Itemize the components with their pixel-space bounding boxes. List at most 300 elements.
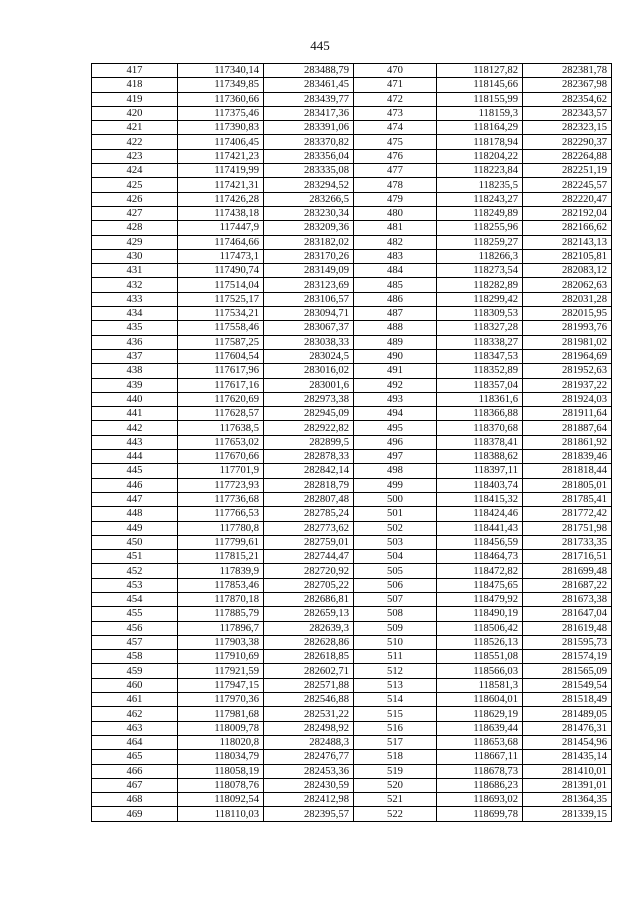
y-coordinate-cell: 283391,06 [264,121,354,135]
x-coordinate-cell: 118034,79 [178,750,264,764]
point-number-cell: 479 [354,192,437,206]
y-coordinate-cell: 282354,62 [523,92,612,106]
y-coordinate-cell: 283001,6 [264,378,354,392]
y-coordinate-cell: 282720,92 [264,564,354,578]
y-coordinate-cell: 281772,42 [523,507,612,521]
y-coordinate-cell: 283170,26 [264,249,354,263]
x-coordinate-cell: 117617,96 [178,364,264,378]
x-coordinate-cell: 118378,41 [437,435,523,449]
y-coordinate-cell: 282744,47 [264,550,354,564]
point-number-cell: 493 [354,392,437,406]
x-coordinate-cell: 118415,32 [437,492,523,506]
x-coordinate-cell: 118397,11 [437,464,523,478]
y-coordinate-cell: 282922,82 [264,421,354,435]
y-coordinate-cell: 281861,92 [523,435,612,449]
point-number-cell: 480 [354,206,437,220]
y-coordinate-cell: 281887,64 [523,421,612,435]
table-row [92,178,612,192]
y-coordinate-cell: 282807,48 [264,492,354,506]
x-coordinate-cell: 117736,68 [178,492,264,506]
table-row [92,464,612,478]
y-coordinate-cell: 282531,22 [264,707,354,721]
x-coordinate-cell: 118282,89 [437,278,523,292]
x-coordinate-cell: 117903,38 [178,635,264,649]
x-coordinate-cell: 118299,42 [437,292,523,306]
table-row [92,278,612,292]
y-coordinate-cell: 281476,31 [523,721,612,735]
point-number-cell: 432 [92,278,178,292]
point-number-cell: 510 [354,635,437,649]
y-coordinate-cell: 281716,51 [523,550,612,564]
y-coordinate-cell: 282759,01 [264,535,354,549]
point-number-cell: 485 [354,278,437,292]
y-coordinate-cell: 281952,63 [523,364,612,378]
y-coordinate-cell: 282628,86 [264,635,354,649]
table-row [92,478,612,492]
x-coordinate-cell: 117421,23 [178,149,264,163]
x-coordinate-cell: 118361,6 [437,392,523,406]
x-coordinate-cell: 118424,46 [437,507,523,521]
point-number-cell: 517 [354,735,437,749]
y-coordinate-cell: 281981,02 [523,335,612,349]
point-number-cell: 437 [92,349,178,363]
y-coordinate-cell: 283488,79 [264,64,354,78]
x-coordinate-cell: 117799,61 [178,535,264,549]
y-coordinate-cell: 281839,46 [523,450,612,464]
y-coordinate-cell: 282639,3 [264,621,354,635]
x-coordinate-cell: 118223,84 [437,164,523,178]
y-coordinate-cell: 282453,36 [264,764,354,778]
x-coordinate-cell: 117910,69 [178,650,264,664]
x-coordinate-cell: 118490,19 [437,607,523,621]
point-number-cell: 477 [354,164,437,178]
x-coordinate-cell: 117921,59 [178,664,264,678]
y-coordinate-cell: 282602,71 [264,664,354,678]
y-coordinate-cell: 283123,69 [264,278,354,292]
point-number-cell: 459 [92,664,178,678]
y-coordinate-cell: 282105,81 [523,249,612,263]
table-row [92,106,612,120]
point-number-cell: 490 [354,349,437,363]
table-row [92,235,612,249]
point-number-cell: 454 [92,592,178,606]
x-coordinate-cell: 117896,7 [178,621,264,635]
table-row [92,149,612,163]
point-number-cell: 482 [354,235,437,249]
y-coordinate-cell: 282251,19 [523,164,612,178]
point-number-cell: 442 [92,421,178,435]
x-coordinate-cell: 118566,03 [437,664,523,678]
x-coordinate-cell: 118266,3 [437,249,523,263]
y-coordinate-cell: 283038,33 [264,335,354,349]
y-coordinate-cell: 282659,13 [264,607,354,621]
x-coordinate-cell: 118235,5 [437,178,523,192]
x-coordinate-cell: 117558,46 [178,321,264,335]
x-coordinate-cell: 118639,44 [437,721,523,735]
y-coordinate-cell: 281818,44 [523,464,612,478]
point-number-cell: 473 [354,106,437,120]
x-coordinate-cell: 118581,3 [437,678,523,692]
table-row [92,635,612,649]
table-row [92,521,612,535]
point-number-cell: 438 [92,364,178,378]
point-number-cell: 451 [92,550,178,564]
table-row [92,793,612,807]
table-row [92,707,612,721]
x-coordinate-cell: 118388,62 [437,450,523,464]
x-coordinate-cell: 118604,01 [437,693,523,707]
point-number-cell: 469 [92,807,178,821]
point-number-cell: 446 [92,478,178,492]
point-number-cell: 417 [92,64,178,78]
table-row [92,135,612,149]
point-number-cell: 458 [92,650,178,664]
y-coordinate-cell: 282618,85 [264,650,354,664]
y-coordinate-cell: 282220,47 [523,192,612,206]
point-number-cell: 447 [92,492,178,506]
y-coordinate-cell: 282785,24 [264,507,354,521]
x-coordinate-cell: 118403,74 [437,478,523,492]
table-row [92,78,612,92]
y-coordinate-cell: 281489,05 [523,707,612,721]
x-coordinate-cell: 118667,11 [437,750,523,764]
x-coordinate-cell: 117981,68 [178,707,264,721]
table-row [92,206,612,220]
y-coordinate-cell: 283461,45 [264,78,354,92]
y-coordinate-cell: 283067,37 [264,321,354,335]
y-coordinate-cell: 281435,14 [523,750,612,764]
x-coordinate-cell: 118693,02 [437,793,523,807]
point-number-cell: 514 [354,693,437,707]
y-coordinate-cell: 282498,92 [264,721,354,735]
y-coordinate-cell: 281364,35 [523,793,612,807]
table-row [92,192,612,206]
x-coordinate-cell: 118370,68 [437,421,523,435]
x-coordinate-cell: 118678,73 [437,764,523,778]
point-number-cell: 496 [354,435,437,449]
point-number-cell: 466 [92,764,178,778]
x-coordinate-cell: 118159,3 [437,106,523,120]
x-coordinate-cell: 117780,8 [178,521,264,535]
point-number-cell: 440 [92,392,178,406]
point-number-cell: 439 [92,378,178,392]
x-coordinate-cell: 117390,83 [178,121,264,135]
point-number-cell: 519 [354,764,437,778]
point-number-cell: 460 [92,678,178,692]
y-coordinate-cell: 283182,02 [264,235,354,249]
y-coordinate-cell: 282818,79 [264,478,354,492]
table-row [92,807,612,821]
x-coordinate-cell: 118078,76 [178,778,264,792]
table-row [92,92,612,106]
point-number-cell: 505 [354,564,437,578]
y-coordinate-cell: 282686,81 [264,592,354,606]
point-number-cell: 511 [354,650,437,664]
point-number-cell: 428 [92,221,178,235]
y-coordinate-cell: 282290,37 [523,135,612,149]
point-number-cell: 509 [354,621,437,635]
point-number-cell: 472 [354,92,437,106]
y-coordinate-cell: 281619,48 [523,621,612,635]
x-coordinate-cell: 117360,66 [178,92,264,106]
y-coordinate-cell: 282323,15 [523,121,612,135]
table-row [92,392,612,406]
x-coordinate-cell: 117375,46 [178,106,264,120]
point-number-cell: 462 [92,707,178,721]
point-number-cell: 498 [354,464,437,478]
y-coordinate-cell: 282945,09 [264,407,354,421]
point-number-cell: 497 [354,450,437,464]
point-number-cell: 516 [354,721,437,735]
point-number-cell: 518 [354,750,437,764]
point-number-cell: 504 [354,550,437,564]
x-coordinate-cell: 117766,53 [178,507,264,521]
point-number-cell: 501 [354,507,437,521]
point-number-cell: 499 [354,478,437,492]
y-coordinate-cell: 282381,78 [523,64,612,78]
point-number-cell: 491 [354,364,437,378]
x-coordinate-cell: 118092,54 [178,793,264,807]
y-coordinate-cell: 281391,01 [523,778,612,792]
y-coordinate-cell: 281993,76 [523,321,612,335]
point-number-cell: 464 [92,735,178,749]
table-row [92,364,612,378]
x-coordinate-cell: 117340,14 [178,64,264,78]
y-coordinate-cell: 283209,36 [264,221,354,235]
y-coordinate-cell: 281937,22 [523,378,612,392]
x-coordinate-cell: 117525,17 [178,292,264,306]
x-coordinate-cell: 118551,08 [437,650,523,664]
point-number-cell: 449 [92,521,178,535]
y-coordinate-cell: 282412,98 [264,793,354,807]
x-coordinate-cell: 117638,5 [178,421,264,435]
table-row [92,778,612,792]
point-number-cell: 461 [92,693,178,707]
x-coordinate-cell: 118456,59 [437,535,523,549]
table-row [92,378,612,392]
x-coordinate-cell: 118255,96 [437,221,523,235]
y-coordinate-cell: 282546,88 [264,693,354,707]
y-coordinate-cell: 281565,09 [523,664,612,678]
y-coordinate-cell: 282166,62 [523,221,612,235]
x-coordinate-cell: 117970,36 [178,693,264,707]
table-row [92,321,612,335]
point-number-cell: 443 [92,435,178,449]
y-coordinate-cell: 283266,5 [264,192,354,206]
x-coordinate-cell: 117604,54 [178,349,264,363]
table-row [92,750,612,764]
y-coordinate-cell: 283024,5 [264,349,354,363]
y-coordinate-cell: 283294,52 [264,178,354,192]
coordinates-table [91,63,612,822]
table-row [92,450,612,464]
x-coordinate-cell: 118366,88 [437,407,523,421]
table-row [92,407,612,421]
x-coordinate-cell: 118347,53 [437,349,523,363]
point-number-cell: 520 [354,778,437,792]
y-coordinate-cell: 281673,38 [523,592,612,606]
x-coordinate-cell: 118475,65 [437,578,523,592]
x-coordinate-cell: 117617,16 [178,378,264,392]
point-number-cell: 423 [92,149,178,163]
x-coordinate-cell: 117701,9 [178,464,264,478]
point-number-cell: 463 [92,721,178,735]
point-number-cell: 521 [354,793,437,807]
y-coordinate-cell: 283439,77 [264,92,354,106]
x-coordinate-cell: 117447,9 [178,221,264,235]
point-number-cell: 488 [354,321,437,335]
table-row [92,64,612,78]
x-coordinate-cell: 117620,69 [178,392,264,406]
point-number-cell: 513 [354,678,437,692]
point-number-cell: 484 [354,264,437,278]
point-number-cell: 426 [92,192,178,206]
table-row [92,292,612,306]
x-coordinate-cell: 117885,79 [178,607,264,621]
point-number-cell: 506 [354,578,437,592]
y-coordinate-cell: 282705,22 [264,578,354,592]
y-coordinate-cell: 282367,98 [523,78,612,92]
point-number-cell: 478 [354,178,437,192]
point-number-cell: 421 [92,121,178,135]
page-number: 445 [310,38,330,53]
table-row [92,764,612,778]
point-number-cell: 425 [92,178,178,192]
x-coordinate-cell: 118479,92 [437,592,523,606]
y-coordinate-cell: 282015,95 [523,307,612,321]
point-number-cell: 431 [92,264,178,278]
point-number-cell: 468 [92,793,178,807]
point-number-cell: 470 [354,64,437,78]
point-number-cell: 450 [92,535,178,549]
x-coordinate-cell: 117587,25 [178,335,264,349]
table-row [92,421,612,435]
point-number-cell: 445 [92,464,178,478]
point-number-cell: 430 [92,249,178,263]
point-number-cell: 455 [92,607,178,621]
x-coordinate-cell: 117419,99 [178,164,264,178]
x-coordinate-cell: 117947,15 [178,678,264,692]
y-coordinate-cell: 281964,69 [523,349,612,363]
point-number-cell: 487 [354,307,437,321]
x-coordinate-cell: 117723,93 [178,478,264,492]
point-number-cell: 483 [354,249,437,263]
table-row [92,578,612,592]
x-coordinate-cell: 118506,42 [437,621,523,635]
table-row [92,721,612,735]
point-number-cell: 486 [354,292,437,306]
x-coordinate-cell: 118155,99 [437,92,523,106]
point-number-cell: 522 [354,807,437,821]
x-coordinate-cell: 117464,66 [178,235,264,249]
x-coordinate-cell: 117670,66 [178,450,264,464]
y-coordinate-cell: 282571,88 [264,678,354,692]
x-coordinate-cell: 117426,28 [178,192,264,206]
y-coordinate-cell: 283016,02 [264,364,354,378]
y-coordinate-cell: 281410,01 [523,764,612,778]
y-coordinate-cell: 283356,04 [264,149,354,163]
x-coordinate-cell: 118526,13 [437,635,523,649]
table-row [92,607,612,621]
table-row [92,492,612,506]
table-row [92,507,612,521]
x-coordinate-cell: 118464,73 [437,550,523,564]
table-row [92,550,612,564]
point-number-cell: 427 [92,206,178,220]
x-coordinate-cell: 117534,21 [178,307,264,321]
table-row [92,693,612,707]
y-coordinate-cell: 282031,28 [523,292,612,306]
y-coordinate-cell: 281339,15 [523,807,612,821]
table-row [92,249,612,263]
y-coordinate-cell: 282395,57 [264,807,354,821]
y-coordinate-cell: 282192,04 [523,206,612,220]
point-number-cell: 456 [92,621,178,635]
x-coordinate-cell: 118357,04 [437,378,523,392]
y-coordinate-cell: 281574,19 [523,650,612,664]
y-coordinate-cell: 283094,71 [264,307,354,321]
x-coordinate-cell: 117628,57 [178,407,264,421]
table-row [92,435,612,449]
table-row [92,164,612,178]
table-row [92,264,612,278]
point-number-cell: 508 [354,607,437,621]
point-number-cell: 444 [92,450,178,464]
x-coordinate-cell: 118327,28 [437,321,523,335]
point-number-cell: 515 [354,707,437,721]
y-coordinate-cell: 282773,62 [264,521,354,535]
y-coordinate-cell: 281549,54 [523,678,612,692]
y-coordinate-cell: 283106,57 [264,292,354,306]
table-row [92,335,612,349]
x-coordinate-cell: 118259,27 [437,235,523,249]
y-coordinate-cell: 283149,09 [264,264,354,278]
x-coordinate-cell: 118273,54 [437,264,523,278]
point-number-cell: 420 [92,106,178,120]
point-number-cell: 457 [92,635,178,649]
y-coordinate-cell: 283230,34 [264,206,354,220]
y-coordinate-cell: 282973,38 [264,392,354,406]
y-coordinate-cell: 281595,73 [523,635,612,649]
point-number-cell: 495 [354,421,437,435]
x-coordinate-cell: 117421,31 [178,178,264,192]
point-number-cell: 502 [354,521,437,535]
point-number-cell: 433 [92,292,178,306]
y-coordinate-cell: 282264,88 [523,149,612,163]
y-coordinate-cell: 282488,3 [264,735,354,749]
y-coordinate-cell: 282143,13 [523,235,612,249]
x-coordinate-cell: 118145,66 [437,78,523,92]
x-coordinate-cell: 118309,53 [437,307,523,321]
x-coordinate-cell: 118441,43 [437,521,523,535]
x-coordinate-cell: 117438,18 [178,206,264,220]
point-number-cell: 476 [354,149,437,163]
table-row [92,349,612,363]
table-row [92,650,612,664]
y-coordinate-cell: 281805,01 [523,478,612,492]
table-row [92,307,612,321]
x-coordinate-cell: 117653,02 [178,435,264,449]
table-row [92,564,612,578]
point-number-cell: 418 [92,78,178,92]
point-number-cell: 471 [354,78,437,92]
y-coordinate-cell: 281733,35 [523,535,612,549]
table-row [92,592,612,606]
point-number-cell: 452 [92,564,178,578]
point-number-cell: 422 [92,135,178,149]
x-coordinate-cell: 118472,82 [437,564,523,578]
table-row [92,121,612,135]
